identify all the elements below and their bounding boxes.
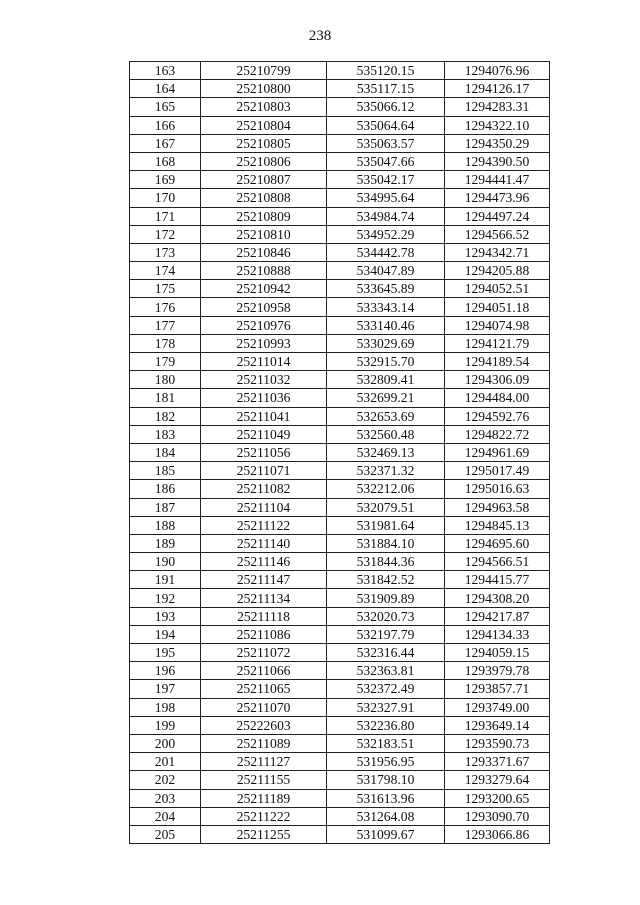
- y-coordinate-cell: 1294441.47: [445, 171, 550, 189]
- point-id-cell: 25211065: [201, 680, 327, 698]
- y-coordinate-cell: 1294051.18: [445, 298, 550, 316]
- y-coordinate-cell: 1293979.78: [445, 662, 550, 680]
- y-coordinate-cell: 1294074.98: [445, 316, 550, 334]
- y-coordinate-cell: 1294076.96: [445, 62, 550, 80]
- table-row: [130, 771, 550, 789]
- x-coordinate-cell: 532560.48: [327, 425, 445, 443]
- y-coordinate-cell: 1294592.76: [445, 407, 550, 425]
- point-id-cell: 25211134: [201, 589, 327, 607]
- point-number-cell: 203: [130, 789, 201, 807]
- table-row: [130, 807, 550, 825]
- point-number-cell: 169: [130, 171, 201, 189]
- table-row: [130, 625, 550, 643]
- y-coordinate-cell: 1293371.67: [445, 753, 550, 771]
- x-coordinate-cell: 531099.67: [327, 825, 445, 843]
- point-number-cell: 171: [130, 207, 201, 225]
- y-coordinate-cell: 1294308.20: [445, 589, 550, 607]
- point-number-cell: 198: [130, 698, 201, 716]
- point-id-cell: 25211071: [201, 462, 327, 480]
- table-row: [130, 243, 550, 261]
- y-coordinate-cell: 1294845.13: [445, 516, 550, 534]
- y-coordinate-cell: 1293749.00: [445, 698, 550, 716]
- table-row: [130, 116, 550, 134]
- x-coordinate-cell: 532183.51: [327, 734, 445, 752]
- point-number-cell: 184: [130, 443, 201, 461]
- point-number-cell: 192: [130, 589, 201, 607]
- y-coordinate-cell: 1294205.88: [445, 262, 550, 280]
- point-number-cell: 168: [130, 152, 201, 170]
- y-coordinate-cell: 1294052.51: [445, 280, 550, 298]
- point-number-cell: 193: [130, 607, 201, 625]
- table-row: [130, 443, 550, 461]
- y-coordinate-cell: 1294059.15: [445, 644, 550, 662]
- x-coordinate-cell: 532363.81: [327, 662, 445, 680]
- point-number-cell: 199: [130, 716, 201, 734]
- x-coordinate-cell: 532915.70: [327, 353, 445, 371]
- y-coordinate-cell: 1293066.86: [445, 825, 550, 843]
- point-number-cell: 174: [130, 262, 201, 280]
- y-coordinate-cell: 1295016.63: [445, 480, 550, 498]
- x-coordinate-cell: 535063.57: [327, 134, 445, 152]
- point-id-cell: 25211127: [201, 753, 327, 771]
- y-coordinate-cell: 1294484.00: [445, 389, 550, 407]
- point-number-cell: 165: [130, 98, 201, 116]
- x-coordinate-cell: 532197.79: [327, 625, 445, 643]
- table-row: [130, 498, 550, 516]
- y-coordinate-cell: 1294306.09: [445, 371, 550, 389]
- point-id-cell: 25210805: [201, 134, 327, 152]
- page-number: 238: [308, 28, 332, 44]
- table-row: [130, 753, 550, 771]
- y-coordinate-cell: 1294217.87: [445, 607, 550, 625]
- point-number-cell: 182: [130, 407, 201, 425]
- coordinates-table: [129, 61, 550, 844]
- point-id-cell: 25210807: [201, 171, 327, 189]
- x-coordinate-cell: 531844.36: [327, 553, 445, 571]
- point-id-cell: 25211118: [201, 607, 327, 625]
- point-id-cell: 25210958: [201, 298, 327, 316]
- point-id-cell: 25211140: [201, 534, 327, 552]
- point-number-cell: 178: [130, 334, 201, 352]
- point-number-cell: 176: [130, 298, 201, 316]
- point-number-cell: 201: [130, 753, 201, 771]
- point-id-cell: 25211189: [201, 789, 327, 807]
- x-coordinate-cell: 531956.95: [327, 753, 445, 771]
- point-id-cell: 25210976: [201, 316, 327, 334]
- x-coordinate-cell: 533140.46: [327, 316, 445, 334]
- point-number-cell: 166: [130, 116, 201, 134]
- table-row: [130, 553, 550, 571]
- point-id-cell: 25211147: [201, 571, 327, 589]
- table-row: [130, 534, 550, 552]
- point-number-cell: 175: [130, 280, 201, 298]
- table-row: [130, 789, 550, 807]
- coordinates-table-body: [130, 62, 550, 844]
- x-coordinate-cell: 533029.69: [327, 334, 445, 352]
- table-row: [130, 189, 550, 207]
- y-coordinate-cell: 1294963.58: [445, 498, 550, 516]
- point-id-cell: 25210806: [201, 152, 327, 170]
- y-coordinate-cell: 1295017.49: [445, 462, 550, 480]
- x-coordinate-cell: 535047.66: [327, 152, 445, 170]
- point-id-cell: 25210804: [201, 116, 327, 134]
- y-coordinate-cell: 1294566.51: [445, 553, 550, 571]
- point-number-cell: 179: [130, 353, 201, 371]
- table-row: [130, 644, 550, 662]
- table-row: [130, 407, 550, 425]
- point-id-cell: 25211070: [201, 698, 327, 716]
- point-number-cell: 170: [130, 189, 201, 207]
- y-coordinate-cell: 1294126.17: [445, 80, 550, 98]
- x-coordinate-cell: 532079.51: [327, 498, 445, 516]
- x-coordinate-cell: 535064.64: [327, 116, 445, 134]
- point-number-cell: 204: [130, 807, 201, 825]
- table-row: [130, 280, 550, 298]
- y-coordinate-cell: 1293090.70: [445, 807, 550, 825]
- point-id-cell: 25211155: [201, 771, 327, 789]
- table-row: [130, 262, 550, 280]
- table-row: [130, 698, 550, 716]
- table-row: [130, 371, 550, 389]
- table-row: [130, 316, 550, 334]
- y-coordinate-cell: 1294350.29: [445, 134, 550, 152]
- x-coordinate-cell: 532699.21: [327, 389, 445, 407]
- point-id-cell: 25211014: [201, 353, 327, 371]
- point-number-cell: 181: [130, 389, 201, 407]
- table-row: [130, 589, 550, 607]
- table-row: [130, 298, 550, 316]
- x-coordinate-cell: 532020.73: [327, 607, 445, 625]
- point-id-cell: 25211086: [201, 625, 327, 643]
- y-coordinate-cell: 1293649.14: [445, 716, 550, 734]
- x-coordinate-cell: 532372.49: [327, 680, 445, 698]
- table-row: [130, 662, 550, 680]
- y-coordinate-cell: 1294822.72: [445, 425, 550, 443]
- point-id-cell: 25211072: [201, 644, 327, 662]
- x-coordinate-cell: 531909.89: [327, 589, 445, 607]
- point-number-cell: 195: [130, 644, 201, 662]
- y-coordinate-cell: 1294566.52: [445, 225, 550, 243]
- point-number-cell: 194: [130, 625, 201, 643]
- table-row: [130, 571, 550, 589]
- y-coordinate-cell: 1294342.71: [445, 243, 550, 261]
- point-number-cell: 205: [130, 825, 201, 843]
- point-id-cell: 25210803: [201, 98, 327, 116]
- x-coordinate-cell: 531842.52: [327, 571, 445, 589]
- x-coordinate-cell: 535117.15: [327, 80, 445, 98]
- point-id-cell: 25211222: [201, 807, 327, 825]
- table-row: [130, 134, 550, 152]
- point-id-cell: 25210888: [201, 262, 327, 280]
- table-row: [130, 80, 550, 98]
- y-coordinate-cell: 1294322.10: [445, 116, 550, 134]
- y-coordinate-cell: 1294390.50: [445, 152, 550, 170]
- x-coordinate-cell: 534442.78: [327, 243, 445, 261]
- point-id-cell: 25211089: [201, 734, 327, 752]
- y-coordinate-cell: 1294695.60: [445, 534, 550, 552]
- point-number-cell: 190: [130, 553, 201, 571]
- point-id-cell: 25211032: [201, 371, 327, 389]
- x-coordinate-cell: 531264.08: [327, 807, 445, 825]
- point-number-cell: 202: [130, 771, 201, 789]
- point-id-cell: 25211056: [201, 443, 327, 461]
- x-coordinate-cell: 535066.12: [327, 98, 445, 116]
- point-id-cell: 25211122: [201, 516, 327, 534]
- y-coordinate-cell: 1294189.54: [445, 353, 550, 371]
- table-row: [130, 462, 550, 480]
- y-coordinate-cell: 1294283.31: [445, 98, 550, 116]
- table-row: [130, 152, 550, 170]
- table-row: [130, 98, 550, 116]
- point-id-cell: 25210809: [201, 207, 327, 225]
- point-id-cell: 25211255: [201, 825, 327, 843]
- x-coordinate-cell: 535042.17: [327, 171, 445, 189]
- point-id-cell: 25211104: [201, 498, 327, 516]
- point-id-cell: 25222603: [201, 716, 327, 734]
- point-id-cell: 25210942: [201, 280, 327, 298]
- point-number-cell: 186: [130, 480, 201, 498]
- y-coordinate-cell: 1294121.79: [445, 334, 550, 352]
- x-coordinate-cell: 532469.13: [327, 443, 445, 461]
- point-id-cell: 25211041: [201, 407, 327, 425]
- table-row: [130, 607, 550, 625]
- x-coordinate-cell: 532653.69: [327, 407, 445, 425]
- point-id-cell: 25210800: [201, 80, 327, 98]
- x-coordinate-cell: 531798.10: [327, 771, 445, 789]
- table-row: [130, 716, 550, 734]
- x-coordinate-cell: 532327.91: [327, 698, 445, 716]
- table-row: [130, 825, 550, 843]
- y-coordinate-cell: 1294961.69: [445, 443, 550, 461]
- x-coordinate-cell: 531613.96: [327, 789, 445, 807]
- point-id-cell: 25210810: [201, 225, 327, 243]
- y-coordinate-cell: 1294473.96: [445, 189, 550, 207]
- x-coordinate-cell: 532809.41: [327, 371, 445, 389]
- table-row: [130, 207, 550, 225]
- x-coordinate-cell: 533645.89: [327, 280, 445, 298]
- y-coordinate-cell: 1294415.77: [445, 571, 550, 589]
- x-coordinate-cell: 532212.06: [327, 480, 445, 498]
- x-coordinate-cell: 534995.64: [327, 189, 445, 207]
- point-number-cell: 172: [130, 225, 201, 243]
- point-number-cell: 191: [130, 571, 201, 589]
- x-coordinate-cell: 534047.89: [327, 262, 445, 280]
- x-coordinate-cell: 531981.64: [327, 516, 445, 534]
- x-coordinate-cell: 534952.29: [327, 225, 445, 243]
- y-coordinate-cell: 1293200.65: [445, 789, 550, 807]
- x-coordinate-cell: 532236.80: [327, 716, 445, 734]
- table-row: [130, 734, 550, 752]
- x-coordinate-cell: 535120.15: [327, 62, 445, 80]
- point-number-cell: 173: [130, 243, 201, 261]
- y-coordinate-cell: 1294497.24: [445, 207, 550, 225]
- point-number-cell: 188: [130, 516, 201, 534]
- table-row: [130, 334, 550, 352]
- x-coordinate-cell: 532316.44: [327, 644, 445, 662]
- table-row: [130, 225, 550, 243]
- table-row: [130, 62, 550, 80]
- point-number-cell: 167: [130, 134, 201, 152]
- table-row: [130, 480, 550, 498]
- x-coordinate-cell: 531884.10: [327, 534, 445, 552]
- point-id-cell: 25211049: [201, 425, 327, 443]
- point-number-cell: 183: [130, 425, 201, 443]
- point-number-cell: 189: [130, 534, 201, 552]
- x-coordinate-cell: 533343.14: [327, 298, 445, 316]
- x-coordinate-cell: 534984.74: [327, 207, 445, 225]
- point-id-cell: 25211146: [201, 553, 327, 571]
- point-id-cell: 25211066: [201, 662, 327, 680]
- y-coordinate-cell: 1293857.71: [445, 680, 550, 698]
- x-coordinate-cell: 532371.32: [327, 462, 445, 480]
- table-row: [130, 389, 550, 407]
- point-number-cell: 185: [130, 462, 201, 480]
- table-row: [130, 171, 550, 189]
- table-row: [130, 425, 550, 443]
- table-row: [130, 353, 550, 371]
- point-number-cell: 196: [130, 662, 201, 680]
- y-coordinate-cell: 1293279.64: [445, 771, 550, 789]
- point-id-cell: 25210808: [201, 189, 327, 207]
- y-coordinate-cell: 1293590.73: [445, 734, 550, 752]
- point-id-cell: 25211082: [201, 480, 327, 498]
- point-id-cell: 25211036: [201, 389, 327, 407]
- point-id-cell: 25210799: [201, 62, 327, 80]
- point-number-cell: 180: [130, 371, 201, 389]
- table-row: [130, 516, 550, 534]
- point-id-cell: 25210846: [201, 243, 327, 261]
- point-number-cell: 200: [130, 734, 201, 752]
- point-number-cell: 163: [130, 62, 201, 80]
- point-id-cell: 25210993: [201, 334, 327, 352]
- point-number-cell: 177: [130, 316, 201, 334]
- point-number-cell: 164: [130, 80, 201, 98]
- y-coordinate-cell: 1294134.33: [445, 625, 550, 643]
- table-row: [130, 680, 550, 698]
- point-number-cell: 197: [130, 680, 201, 698]
- point-number-cell: 187: [130, 498, 201, 516]
